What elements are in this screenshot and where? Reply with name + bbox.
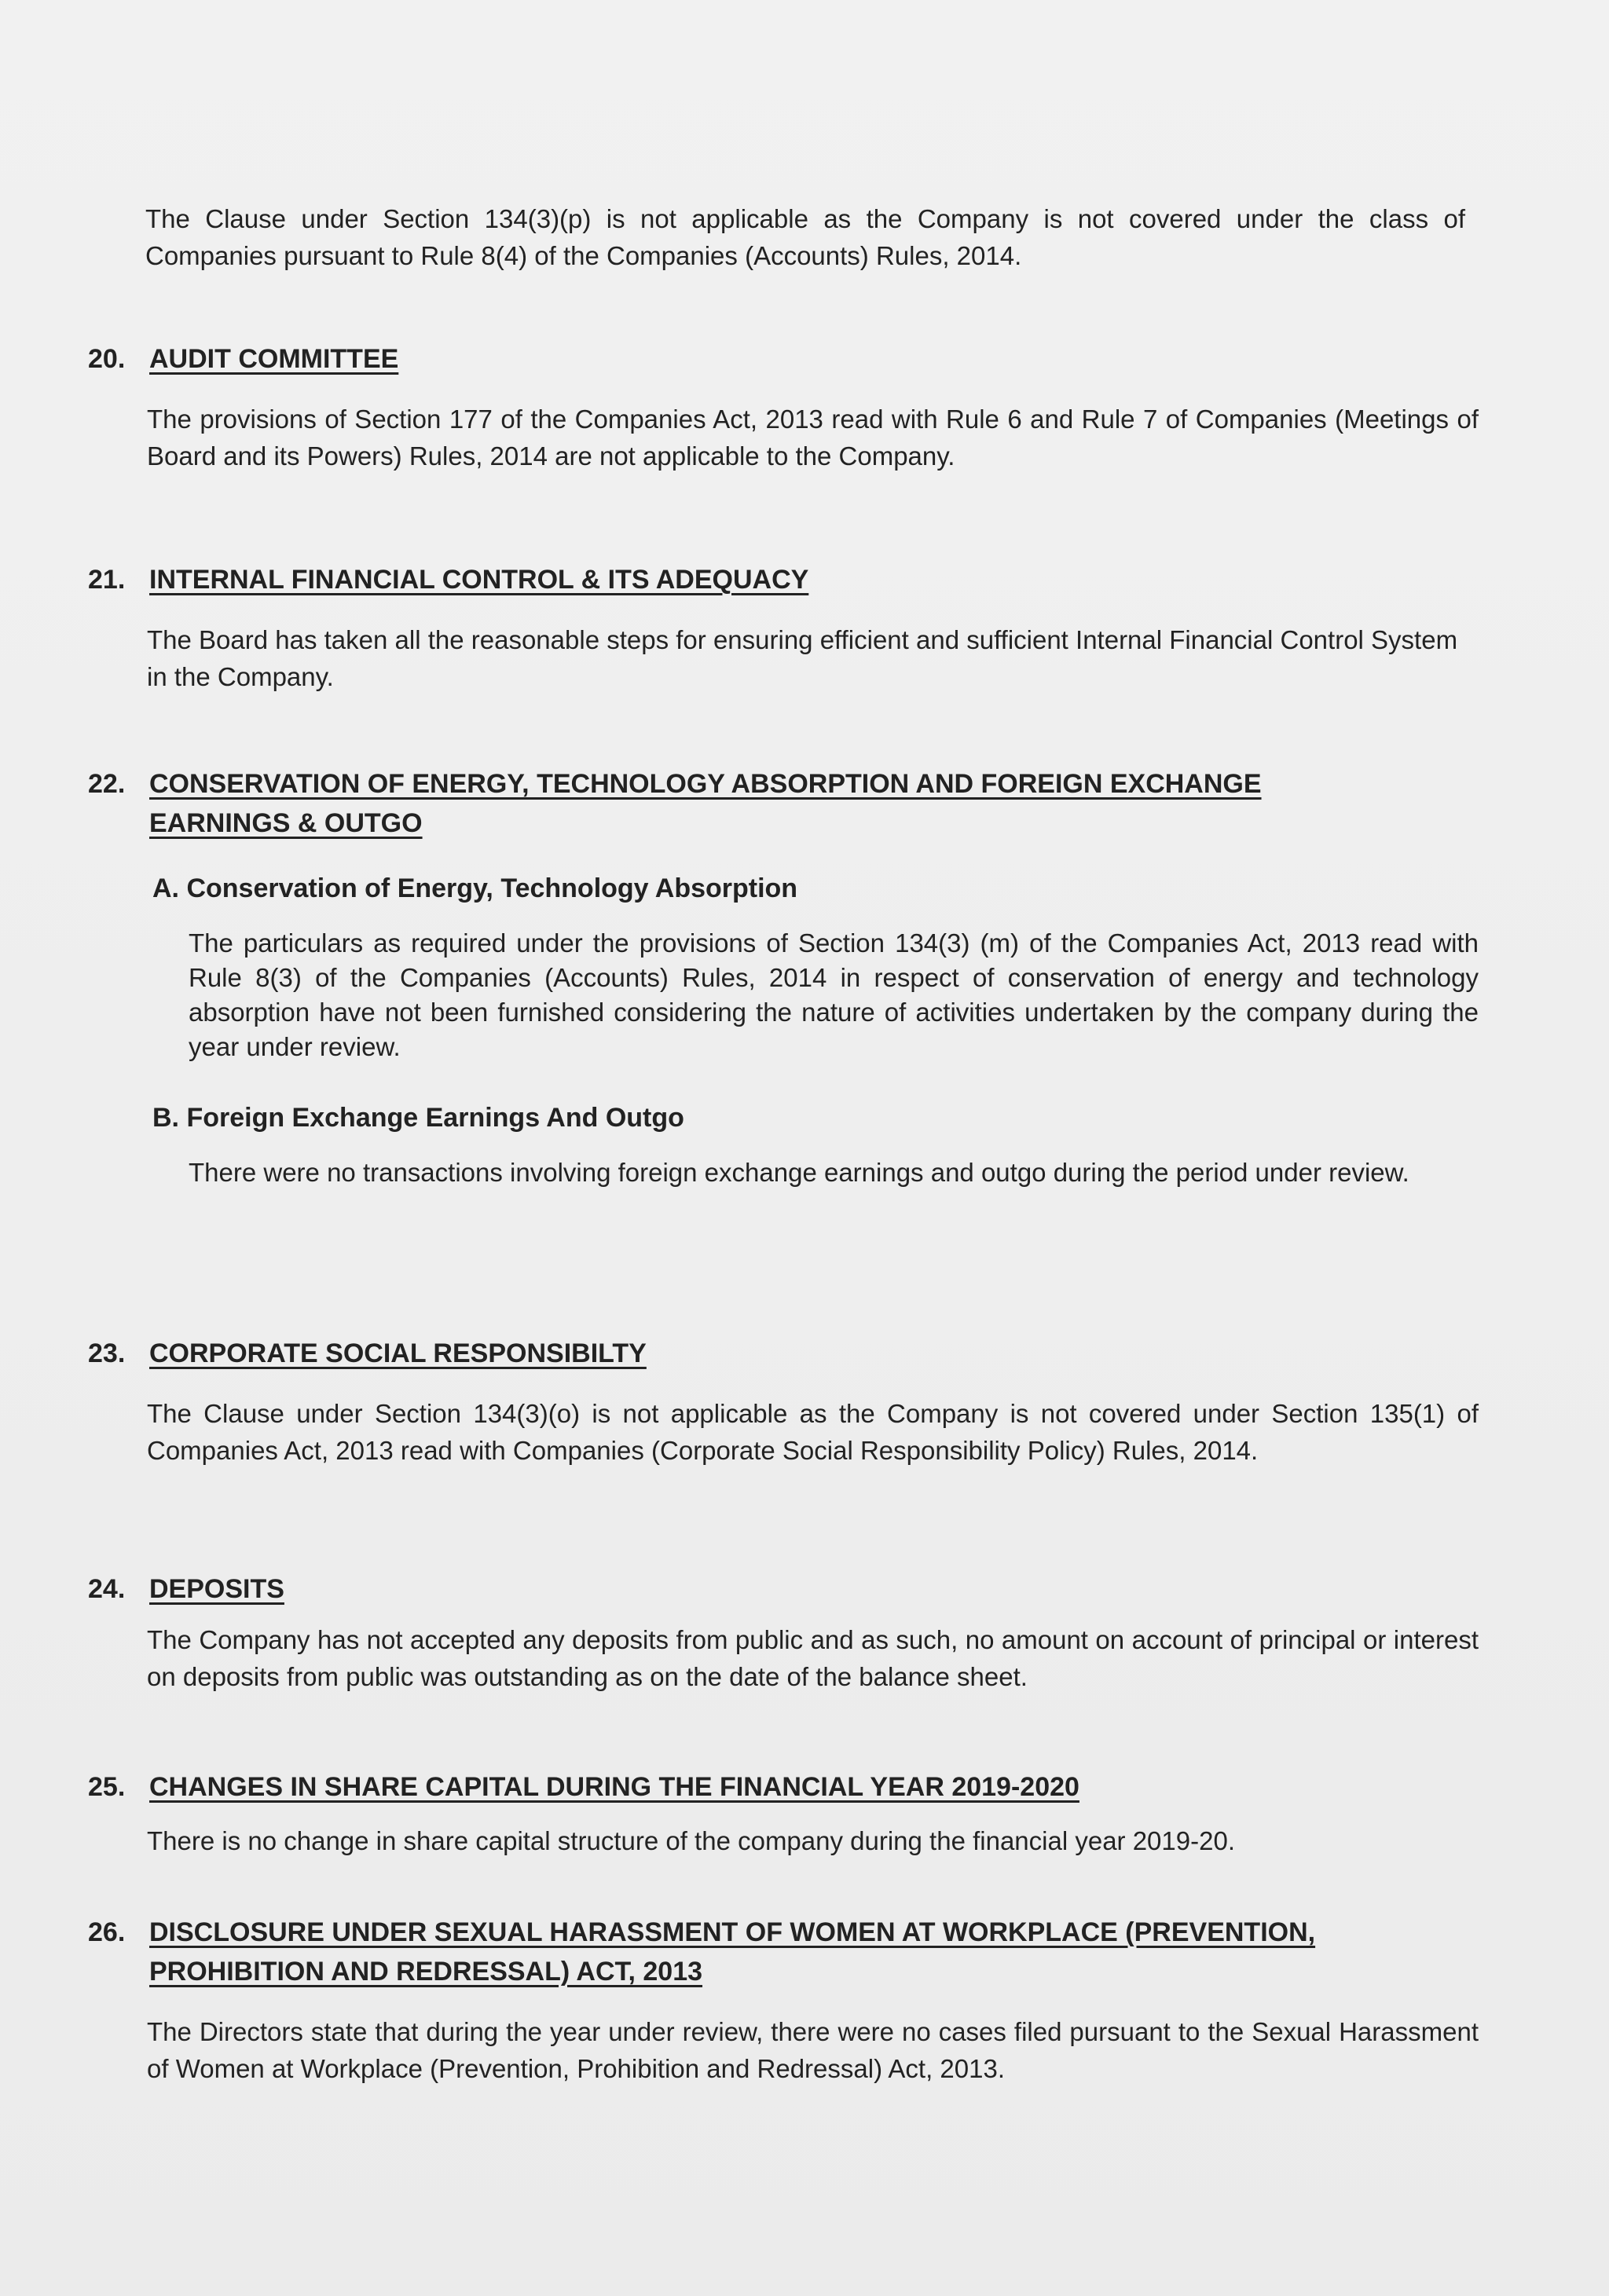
section-number: 21.	[88, 565, 126, 595]
section-heading	[88, 1569, 1479, 1609]
section-body: The Company has not accepted any deposits from public and as such, no amount on account of principal or interest on deposits from public was outstanding as on the date of the balance sheet.	[147, 1625, 1479, 1691]
section-heading	[88, 764, 1479, 843]
section-heading	[88, 560, 1479, 599]
section-audit-committee	[88, 339, 1479, 474]
subsection-title: A. Conservation of Energy, Technology Absorption	[152, 873, 798, 903]
section-body: The Directors state that during the year under review, there were no cases filed pursuant to the Sexual Harassment of Women at Workplace (Prevention, Prohibition and Redressal) Act, 2013.	[147, 2017, 1479, 2083]
subsection-body: The particulars as required under the provisions of Section 134(3) (m) of the Companies Act, 2013 read with Rule 8(3) of the Companies (Accounts) Rules, 2014 in respect of conservation of energy and technology absorption have not been furnished considering the nature of activities undertaken by the company during the year under review.	[189, 928, 1479, 1061]
section-conservation-of-energy	[88, 764, 1479, 1190]
subsection-title: B. Foreign Exchange Earnings And Outgo	[152, 1103, 684, 1133]
section-number: 24.	[88, 1574, 126, 1604]
section-share-capital	[88, 1767, 1479, 1859]
section-title: CHANGES IN SHARE CAPITAL DURING THE FINANCIAL YEAR 2019-2020	[149, 1772, 1079, 1802]
section-number: 23.	[88, 1338, 126, 1368]
section-body: The Clause under Section 134(3)(o) is not applicable as the Company is not covered under Section 135(1) of Companies Act, 2013 read with Companies (Corporate Social Responsibility Policy) Rules, 2014.	[147, 1399, 1479, 1465]
section-heading	[88, 339, 1479, 379]
section-title: DISCLOSURE UNDER SEXUAL HARASSMENT OF WOMEN AT WORKPLACE (PREVENTION, PROHIBITION AND REDRESSAL) ACT, 2013	[149, 1917, 1316, 1987]
section-corporate-social-responsibility	[88, 1334, 1479, 1469]
section-title: CONSERVATION OF ENERGY, TECHNOLOGY ABSORPTION AND FOREIGN EXCHANGE EARNINGS & OUTGO	[149, 769, 1262, 838]
section-deposits	[88, 1569, 1479, 1695]
section-title: AUDIT COMMITTEE	[149, 344, 399, 374]
section-body: There is no change in share capital structure of the company during the financial year 2019-20.	[147, 1826, 1235, 1855]
section-number: 22.	[88, 769, 126, 799]
section-sexual-harassment-disclosure	[88, 1913, 1479, 2087]
section-title: INTERNAL FINANCIAL CONTROL & ITS ADEQUACY	[149, 565, 809, 595]
section-number: 25.	[88, 1772, 126, 1802]
section-body: The Board has taken all the reasonable steps for ensuring efficient and sufficient Internal Financial Control System in the Company.	[147, 625, 1458, 691]
section-heading	[88, 1334, 1479, 1373]
subsection-body: There were no transactions involving foreign exchange earnings and outgo during the period under review.	[189, 1158, 1409, 1187]
section-title: CORPORATE SOCIAL RESPONSIBILTY	[149, 1338, 647, 1368]
section-title: DEPOSITS	[149, 1574, 284, 1604]
intro-paragraph: The Clause under Section 134(3)(p) is not applicable as the Company is not covered under the class of Companies pursuant to Rule 8(4) of the Companies (Accounts) Rules, 2014.	[145, 204, 1465, 270]
section-heading	[88, 1913, 1479, 1991]
section-internal-financial-control	[88, 560, 1479, 695]
section-heading	[88, 1767, 1479, 1807]
subsection-conservation	[152, 870, 1479, 1064]
section-number: 20.	[88, 344, 126, 374]
subsection-foreign-exchange	[152, 1099, 1479, 1190]
section-body: The provisions of Section 177 of the Companies Act, 2013 read with Rule 6 and Rule 7 of Companies (Meetings of Board and its Powers) Rules, 2014 are not applicable to the Company.	[147, 405, 1479, 471]
section-number: 26.	[88, 1917, 126, 1947]
